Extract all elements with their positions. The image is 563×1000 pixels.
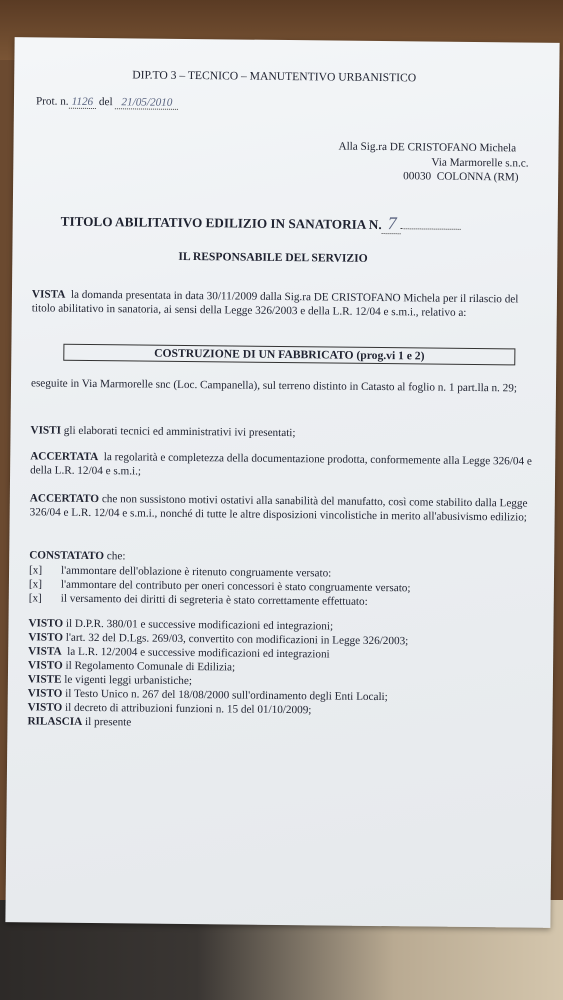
check-item: [29, 578, 411, 594]
visto-item: [28, 673, 192, 687]
works-box: COSTRUZIONE DI UN FABBRICATO (prog.vi 1 e 2): [63, 344, 515, 366]
protocol-line: [36, 95, 179, 108]
visto-text: il Regolamento Comunale di Edilizia;: [65, 659, 236, 674]
vista-paragraph: [32, 287, 542, 320]
visto-item: [28, 687, 388, 703]
document-page: [5, 37, 559, 928]
check-text: il versamento dei diritti di segreteria è stato correttamente effettuato:: [60, 592, 368, 608]
visto-label: VISTO: [28, 631, 64, 644]
constatato-label: CONSTATATO: [29, 549, 105, 563]
check-item: [29, 564, 331, 579]
recipient-name: Alla Sig.ra DE CRISTOFANO Michela: [338, 140, 517, 155]
recipient-street: Via Marmorelle s.n.c.: [431, 156, 529, 170]
accertata-paragraph: [30, 449, 540, 482]
recipient-cap: 00030: [403, 170, 432, 183]
visti-label: VISTI: [30, 424, 62, 437]
visto-text: il D.P.R. 380/01 e successive modificazioni ed integrazioni;: [65, 617, 334, 633]
department-header: DIP.TO 3 – TECNICO – MANUTENTIVO URBANISTICO: [132, 68, 417, 85]
rilascia-label: RILASCIA: [27, 715, 83, 728]
accertata-text: la regolarità e completezza della documentazione prodotta, conformemente alla Legge 326/04 e della L.R. 12/04 e s.m.i.;: [30, 451, 532, 478]
accertata-label: ACCERTATA: [30, 450, 99, 464]
recipient-city-line: [403, 170, 518, 183]
check-mark: [x]: [29, 564, 43, 577]
recipient-city: COLONNA (RM): [436, 170, 519, 184]
visto-item: [28, 645, 330, 660]
visto-text: l'art. 32 del D.Lgs. 269/03, convertito con modificazioni in Legge 326/2003;: [65, 631, 409, 648]
accertato-paragraph: [30, 491, 542, 524]
check-text: l'ammontare del contributo per oneri concessori è stato congruamente versato;: [60, 578, 411, 595]
prot-date: 21/05/2010: [115, 96, 178, 110]
visto-label: VISTO: [27, 687, 63, 700]
title-number: 7: [382, 213, 401, 234]
check-mark: [x]: [28, 578, 43, 591]
visto-label: VISTO: [27, 701, 63, 714]
prot-label: Prot. n.: [35, 95, 69, 108]
visto-item: [28, 617, 333, 632]
prot-number: 1126: [69, 96, 97, 109]
constatato-text: che:: [106, 550, 126, 563]
rilascia-item: [27, 715, 131, 728]
visto-text: la L.R. 12/2004 e successive modificazioni ed integrazioni: [67, 645, 330, 661]
constatato-heading: [29, 549, 125, 562]
visti-text: gli elaborati tecnici ed amministrativi ivi presentati;: [63, 424, 296, 440]
visti-paragraph: [30, 424, 295, 439]
visto-item: [28, 659, 235, 673]
visto-label: VISTO: [28, 617, 64, 630]
visto-item: [28, 701, 312, 716]
document-title: [61, 210, 461, 235]
visto-item: [28, 631, 408, 647]
rilascia-text: il presente: [84, 715, 132, 729]
check-mark: [x]: [28, 592, 42, 605]
accertato-label: ACCERTATO: [29, 492, 100, 506]
vista-text: la domanda presentata in data 30/11/2009 dalla Sig.ra DE CRISTOFANO Michela per il rilascio del titolo abilitativo in sanatoria, ai sensi della Legge 326/2003 e della L.R. 12/04 e s.m.i., relativo a:: [31, 288, 519, 319]
visto-label: VISTA: [28, 645, 62, 658]
check-item: [29, 592, 368, 608]
visto-text: le vigenti leggi urbanistiche;: [64, 673, 193, 688]
visto-label: VISTE: [27, 673, 62, 686]
vista-label: VISTA: [31, 288, 66, 301]
eseguite-paragraph: eseguite in Via Marmorelle snc (Loc. Campanella), sul terreno distinto in Catasto al foglio n. 1 part.lla n. 29;: [30, 377, 518, 395]
check-text: l'ammontare dell'oblazione è ritenuto congruamente versato:: [61, 564, 332, 580]
visto-label: VISTO: [28, 659, 63, 672]
prot-del-label: del: [98, 96, 113, 109]
document-subtitle: IL RESPONSABILE DEL SERVIZIO: [178, 249, 368, 265]
visto-text: il Testo Unico n. 267 del 18/08/2000 sull'ordinamento degli Enti Locali;: [65, 687, 388, 704]
accertato-text: che non sussistono motivi ostativi alla sanabilità del manufatto, così come stabilito dalla Legge 326/04 e L.R. 12/04 e s.m.i., nonché di tutte le altre disposizioni vincolistiche in merito all'abusivismo edilizio;: [29, 493, 528, 524]
visto-text: il decreto di attribuzioni funzioni n. 15 del 01/10/2009;: [64, 701, 312, 717]
title-text: TITOLO ABILITATIVO EDILIZIO IN SANATORIA N.: [60, 213, 382, 233]
